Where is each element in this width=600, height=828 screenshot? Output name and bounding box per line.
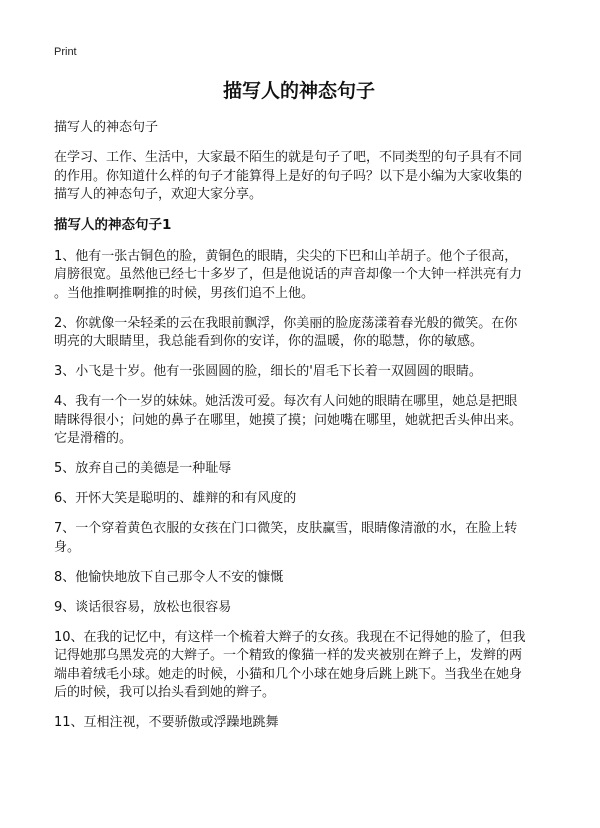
text-line: 4、我有一个一岁的妹妹。她活泼可爱。每次有人问她的眼睛在哪里，她总是把眼 [54,394,518,409]
text-line: 明亮的大眼睛里，我总能看到你的安详，你的温暖，你的聪慧，你的敏感。 [54,334,484,349]
text-line: 5、放弃自己的美德是一种耻辱 [54,461,232,476]
sentence-list [54,248,574,733]
sentence-item [54,599,574,618]
text-line: 。当他推啊推啊推的时候，男孩们追不上他。 [54,285,315,301]
text-line: 后的时候，我可以抬头看到她的辫子。 [54,685,276,700]
text-line: 肩膀很宽。虽然他已经七十多岁了，但是他说话的声音却像一个大钟一样洪亮有力 [54,267,523,282]
sentence-item [54,315,574,352]
sentence-item [54,393,574,449]
subtitle: 描写人的神态句子 [54,120,159,135]
sentence-item [54,569,574,588]
intro-paragraph [54,149,574,205]
sentence-item [54,248,574,304]
text-line: 端串着绒毛小球。她走的时候，小猫和几个小球在她身后跳上跳下。当我坐在她身 [54,666,523,682]
sentence-item [54,460,574,479]
text-line: 10、在我的记忆中，有这样一个梳着大辫子的女孩。我现在不记得她的脸了，但我 [54,629,526,645]
sentence-item [54,629,574,703]
text-line: 在学习、工作、生活中，大家最不陌生的就是句子了吧，不同类型的句子具有不同 [54,150,523,165]
document-page [54,46,574,744]
sentence-item [54,714,574,733]
sentence-item [54,520,574,557]
text-line: 睛眯得很小；问她的鼻子在哪里，她摸了摸；问她嘴在哪里，她就把舌头伸出来。 [54,412,523,428]
text-line: 11、互相注视，不要骄傲或浮躁地跳舞 [54,715,279,730]
text-line: 描写人的神态句子，欢迎大家分享。 [54,187,263,202]
text-line: 7、一个穿着黄色衣服的女孩在门口微笑，皮肤赢雪，眼睛像清澈的水，在脸上转 [54,521,518,536]
section-heading: 描写人的神态句子1 [54,217,172,233]
text-line: 9、谈话很容易，放松也很容易 [54,599,232,615]
text-line: 3、小飞是十岁。他有一张圆圆的脸，细长的'眉毛下长着一双圆圆的眼睛。 [54,364,482,379]
text-line: 6、开怀大笑是聪明的、雄辩的和有风度的 [54,491,297,506]
text-line: 8、他愉快地放下自己那令人不安的慷慨 [54,569,284,585]
text-line: 2、你就像一朵轻柔的云在我眼前飘浮，你美丽的脸庞荡漾着春光般的微笑。在你 [54,315,518,331]
text-line: 1、他有一张古铜色的脸，黄铜色的眼睛，尖尖的下巴和山羊胡子。他个子很高， [54,248,518,264]
text-line: 的作用。你知道什么样的句子才能算得上是好的句子吗？以下是小编为大家收集的 [54,168,523,184]
print-link[interactable]: Print [54,46,77,58]
text-line: 它是滑稽的。 [54,431,133,446]
text-line: 身。 [54,539,81,555]
sentence-item [54,490,574,509]
text-line: 记得她那乌黑发亮的大辫子。一个精致的像猫一样的发夹被别在辫子上，发辫的两 [54,648,523,663]
page-title: 描写人的神态句子 [222,80,375,102]
sentence-item [54,363,574,382]
